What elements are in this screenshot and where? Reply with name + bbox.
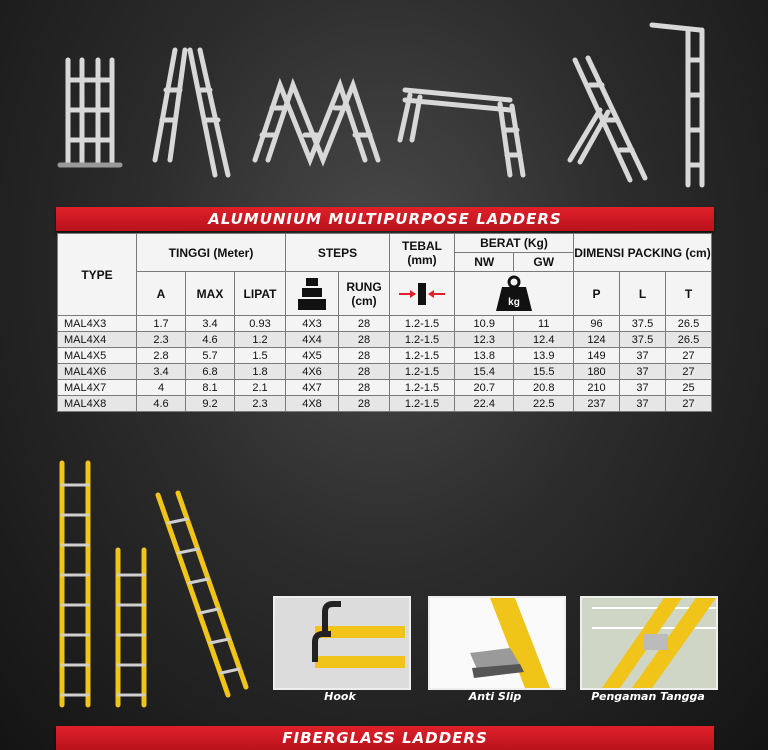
table-row [58, 364, 712, 380]
header-tebal: TEBAL (mm) [390, 234, 455, 272]
hook-caption: Hook [324, 690, 356, 703]
cell-t: 27 [666, 348, 712, 364]
cell-gw: 13.9 [514, 348, 574, 364]
cell-steps: 4X6 [286, 364, 339, 380]
pengaman-tangga-detail-image [580, 596, 718, 690]
cell-gw: 22.5 [514, 396, 574, 412]
cell-nw: 12.3 [455, 332, 514, 348]
cell-tebal: 1.2-1.5 [390, 396, 455, 412]
ladder-w-shape [255, 85, 378, 160]
thickness-arrows-icon [397, 282, 447, 306]
header-steps: STEPS [286, 234, 390, 272]
cell-lipat: 1.2 [235, 332, 286, 348]
cell-p: 149 [574, 348, 620, 364]
cell-tebal: 1.2-1.5 [390, 364, 455, 380]
fiberglass-ladder-extension [158, 493, 246, 695]
cell-gw: 12.4 [514, 332, 574, 348]
weight-kg-icon [494, 275, 534, 313]
header-a: A [137, 272, 186, 316]
header-nw: NW [455, 253, 514, 272]
header-tinggi: TINGGI (Meter) [137, 234, 286, 272]
cell-t: 26.5 [666, 332, 712, 348]
stacked-steps-icon [296, 276, 328, 312]
cell-l: 37 [620, 396, 666, 412]
cell-max: 5.7 [186, 348, 235, 364]
cell-a: 2.8 [137, 348, 186, 364]
cell-l: 37 [620, 380, 666, 396]
cell-l: 37 [620, 348, 666, 364]
cell-type: MAL4X5 [58, 348, 137, 364]
cell-t: 25 [666, 380, 712, 396]
cell-tebal: 1.2-1.5 [390, 348, 455, 364]
cell-a: 3.4 [137, 364, 186, 380]
cell-p: 180 [574, 364, 620, 380]
ladder-scaffold [400, 90, 523, 175]
cell-p: 96 [574, 316, 620, 332]
cell-nw: 22.4 [455, 396, 514, 412]
cell-nw: 10.9 [455, 316, 514, 332]
header-p: P [574, 272, 620, 316]
cell-l: 37.5 [620, 332, 666, 348]
cell-nw: 13.8 [455, 348, 514, 364]
table-row [58, 332, 712, 348]
cell-max: 3.4 [186, 316, 235, 332]
specification-table [57, 233, 712, 412]
cell-lipat: 1.8 [235, 364, 286, 380]
ladder-lock-icon [582, 598, 716, 688]
cell-rung: 28 [339, 316, 390, 332]
cell-type: MAL4X7 [58, 380, 137, 396]
kg-label: kg [508, 296, 520, 308]
ladder-folded [60, 60, 120, 165]
cell-a: 1.7 [137, 316, 186, 332]
ladder-straight [652, 25, 702, 185]
fiberglass-ladder-tall [62, 463, 88, 705]
cell-p: 124 [574, 332, 620, 348]
header-lipat: LIPAT [235, 272, 286, 316]
cell-gw: 15.5 [514, 364, 574, 380]
cell-type: MAL4X6 [58, 364, 137, 380]
fiberglass-ladder-short [118, 550, 144, 705]
cell-type: MAL4X3 [58, 316, 137, 332]
cell-max: 9.2 [186, 396, 235, 412]
cell-p: 210 [574, 380, 620, 396]
ladder-leaning [570, 58, 645, 180]
cell-lipat: 2.1 [235, 380, 286, 396]
cell-rung: 28 [339, 380, 390, 396]
cell-max: 4.6 [186, 332, 235, 348]
header-dimensi: DIMENSI PACKING (cm) [574, 234, 712, 272]
cell-lipat: 1.5 [235, 348, 286, 364]
header-max: MAX [186, 272, 235, 316]
header-l: L [620, 272, 666, 316]
table-row [58, 348, 712, 364]
cell-l: 37.5 [620, 316, 666, 332]
cell-rung: 28 [339, 364, 390, 380]
cell-tebal: 1.2-1.5 [390, 380, 455, 396]
pengaman-tangga-caption: Pengaman Tangga [591, 690, 705, 703]
cell-tebal: 1.2-1.5 [390, 332, 455, 348]
cell-nw: 15.4 [455, 364, 514, 380]
table-row [58, 396, 712, 412]
cell-steps: 4X4 [286, 332, 339, 348]
weight-icon-cell [455, 272, 574, 316]
header-rung: RUNG (cm) [339, 272, 390, 316]
aluminium-ladders-illustration [0, 0, 768, 200]
cell-type: MAL4X8 [58, 396, 137, 412]
cell-steps: 4X3 [286, 316, 339, 332]
cell-nw: 20.7 [455, 380, 514, 396]
cell-lipat: 2.3 [235, 396, 286, 412]
cell-a: 4 [137, 380, 186, 396]
anti-slip-detail-image [428, 596, 566, 690]
fiberglass-section-banner: FIBERGLASS LADDERS [56, 726, 714, 750]
anti-slip-caption: Anti Slip [468, 690, 522, 703]
hook-detail-image [273, 596, 411, 690]
aluminium-section-banner: ALUMUNIUM MULTIPURPOSE LADDERS [56, 207, 714, 231]
header-type: TYPE [58, 234, 137, 316]
cell-max: 8.1 [186, 380, 235, 396]
cell-t: 27 [666, 396, 712, 412]
cell-gw: 20.8 [514, 380, 574, 396]
cell-a: 2.3 [137, 332, 186, 348]
header-gw: GW [514, 253, 574, 272]
cell-a: 4.6 [137, 396, 186, 412]
cell-rung: 28 [339, 332, 390, 348]
cell-tebal: 1.2-1.5 [390, 316, 455, 332]
cell-max: 6.8 [186, 364, 235, 380]
cell-t: 26.5 [666, 316, 712, 332]
table-row [58, 380, 712, 396]
anti-slip-foot-icon [430, 598, 564, 688]
hook-icon [275, 598, 409, 688]
fiberglass-ladders-illustration [50, 455, 260, 715]
table-row [58, 316, 712, 332]
steps-icon-cell [286, 272, 339, 316]
cell-gw: 11 [514, 316, 574, 332]
cell-t: 27 [666, 364, 712, 380]
cell-l: 37 [620, 364, 666, 380]
cell-steps: 4X5 [286, 348, 339, 364]
cell-lipat: 0.93 [235, 316, 286, 332]
tebal-icon-cell [390, 272, 455, 316]
cell-steps: 4X8 [286, 396, 339, 412]
cell-rung: 28 [339, 348, 390, 364]
cell-rung: 28 [339, 396, 390, 412]
cell-steps: 4X7 [286, 380, 339, 396]
header-t: T [666, 272, 712, 316]
ladder-a-frame [155, 50, 228, 175]
header-berat: BERAT (Kg) [455, 234, 574, 253]
cell-p: 237 [574, 396, 620, 412]
cell-type: MAL4X4 [58, 332, 137, 348]
